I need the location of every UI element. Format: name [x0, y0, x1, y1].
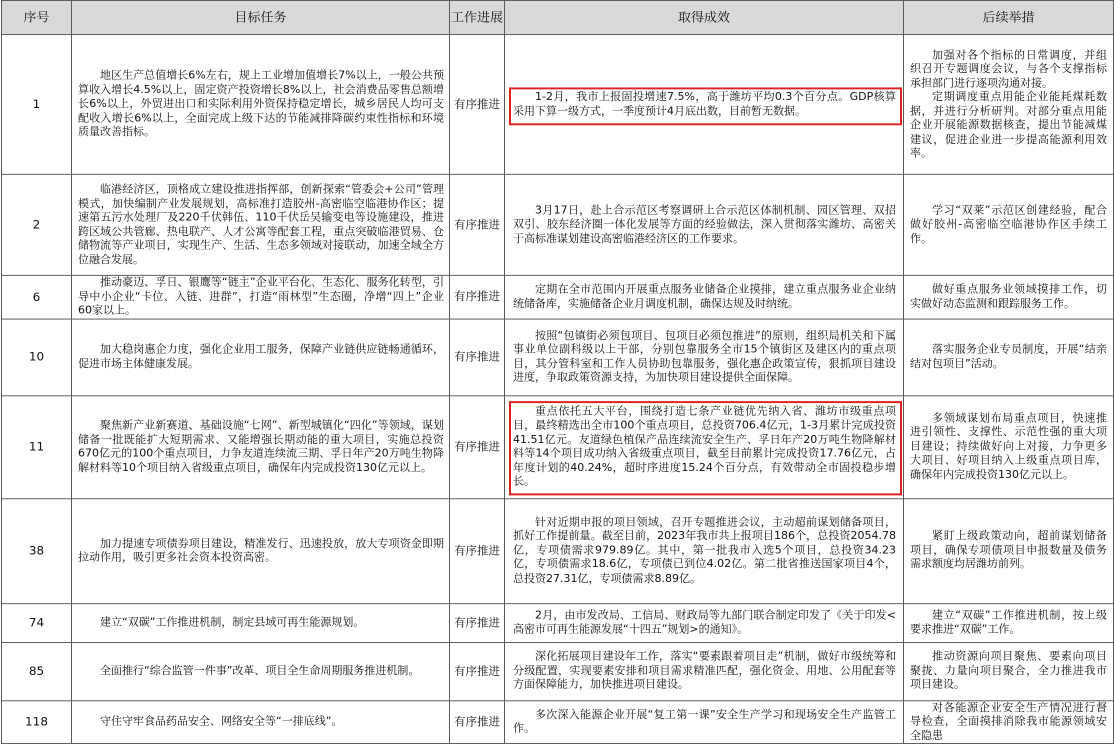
row-task-paragraph: 加力提速专项债券项目建设，精准发行、迅速投放，放大专项资金即期拉动作用，吸引更多社会资本投资高密。	[78, 536, 444, 564]
progress-table	[1, 0, 1114, 744]
row-status: 有序推进	[450, 700, 505, 743]
row-id: 85	[2, 642, 72, 700]
row-status: 有序推进	[450, 174, 505, 275]
row-id: 6	[2, 275, 72, 318]
row-task	[72, 275, 450, 318]
row-result-paragraph: 重点依托五大平台，围绕打造七条产业链优先纳入省、潍坊市级重点项目，最终精选出全市100个重点项目，总投资706.4亿元，1-3月累计完成投资41.51亿元。友道绿色植保产品连续流安全生产、孚日年产20万吨生物降解材料等14个项目成功纳入省级重点项目，截至目前累计完成投资17.76亿元，占年度计划的40.24%，超时序进度15.24个百分点，有效带动全市固投稳步增长。	[513, 404, 896, 488]
row-task-paragraph: 推动豪迈、孚日、银鹰等“链主”企业平台化、生态化、服务化转型，引导中小企业“卡位、入链、进群”，打造“雨林型”生态圈，净增“四上”企业60家以上。	[78, 275, 444, 317]
row-id: 118	[2, 700, 72, 743]
row-follow-paragraph: 多领域谋划布局重点项目，快速推进引领性、支撑性、示范性强的重大项目建设；持续做好向上对接，力争更多大项目、好项目纳入上级重点项目库，确保年内完成投资130亿元以上。	[910, 411, 1107, 481]
table-row	[2, 642, 1114, 700]
row-status: 有序推进	[450, 395, 505, 498]
row-status: 有序推进	[450, 603, 505, 642]
row-result	[505, 700, 904, 743]
table-row	[2, 700, 1114, 743]
row-follow	[904, 275, 1114, 318]
row-task	[72, 498, 450, 603]
row-follow-paragraph: 对各能源企业安全生产情况进行督导检查，全面摸排消除我市能源领域安全隐患	[910, 700, 1107, 742]
row-result-paragraph: 1-2月，我市上报固投增速7.5%，高于潍坊平均0.3个百分点。GDP核算采用下算一级方式，一季度预计4月底出数，目前暂无数据。	[513, 90, 896, 118]
row-follow	[904, 319, 1114, 396]
table-row	[2, 34, 1114, 174]
header-result: 取得成效	[505, 0, 904, 34]
header-row	[2, 0, 1114, 34]
row-follow	[904, 603, 1114, 642]
row-result-paragraph: 多次深入能源企业开展“复工第一课”安全生产学习和现场安全生产监管工作。	[513, 707, 896, 735]
row-follow-paragraph: 加强对各个指标的日常调度，并组织召开专题调度会议，与各个支撑指标承担部门进行逐项沟通对接。	[910, 48, 1107, 89]
row-follow-paragraph: 建立“双碳”工作推进机制，按上级要求推进“双碳”工作。	[910, 608, 1107, 636]
row-id: 11	[2, 395, 72, 498]
row-status: 有序推进	[450, 275, 505, 318]
row-task	[72, 395, 450, 498]
row-result	[505, 603, 904, 642]
table-row	[2, 603, 1114, 642]
header-task: 目标任务	[72, 0, 450, 34]
row-result-paragraph: 按照“包镇街必须包项目、包项目必须包推进”的原则，组织局机关和下属事业单位副科级以上干部，分别包靠服务全市15个镇街区及建区内的重点项目，其分管科室和工作人员协助包靠服务，强化惠企政策宣传，狠抓项目建设进度，争取政策资源支持，为加快项目建设提供全面保障。	[513, 328, 896, 384]
row-result	[505, 319, 904, 396]
row-task-paragraph: 加大稳岗惠企力度，强化企业用工服务，保障产业链供应链畅通循环，促进市场主体健康发展。	[78, 342, 444, 370]
row-result-paragraph: 深化拓展项目建设年工作，落实“要素跟着项目走”机制，做好市级统筹和分级配置，实现要素安排和项目需求精准匹配，强化资金、用地、公用配套等方面保障能力，加快推进项目建设。	[513, 650, 896, 691]
row-task-paragraph: 地区生产总值增长6%左右，规上工业增加值增长7%以上，一般公共预算收入增长4.5%以上，固定资产投资增长8%以上，社会消费品零售总额增长6%以上，外贸进出口和实际利用外资保持稳定增长，城乡居民人均可支配收入增长6%以上，全面完成上级下达的节能减排降碳约束性指标和环境质量改善指标。	[78, 69, 444, 139]
row-task	[72, 34, 450, 174]
row-status: 有序推进	[450, 34, 505, 174]
row-task	[72, 700, 450, 743]
row-follow-paragraph: 紧盯上级政策动向，超前谋划储备项目，确保专项债项目申报数量及债务需求额度均居潍坊前列。	[910, 529, 1107, 571]
row-status: 有序推进	[450, 498, 505, 603]
row-follow-paragraph: 定期调度重点用能企业能耗煤耗数据，并进行分析研判。对部分重点用能企业开展能源数据核查，提出节能减煤建议，促进企业进一步提高能源利用效率。	[910, 90, 1107, 160]
row-result	[505, 275, 904, 318]
row-follow	[904, 642, 1114, 700]
table-body	[2, 34, 1114, 743]
table-row	[2, 275, 1114, 318]
row-result	[505, 34, 904, 174]
row-status: 有序推进	[450, 642, 505, 700]
table-row	[2, 174, 1114, 275]
row-result-paragraph: 2月，由市发改局、工信局、财政局等九部门联合制定印发了《关于印发<高密市可再生能源发展“十四五”规划>的通知》。	[513, 608, 896, 636]
row-task-paragraph: 聚焦新产业新赛道、基础设施“七网”、新型城镇化“四化”等领域，谋划储备一批既能扩大短期需求、又能增强长期动能的重大项目，实施总投资670亿元的100个重点项目，力争友道连续流三期、孚日年产20万吨生物降解材料等10个项目纳入省级重点项目，确保年内完成投资130亿元以上。	[78, 418, 444, 474]
row-follow-paragraph: 做好重点服务业领域摸排工作，切实做好动态监测和跟踪服务工作。	[910, 282, 1107, 310]
header-follow: 后续举措	[904, 0, 1114, 34]
row-result-paragraph: 针对近期申报的项目领域，召开专题推进会议，主动超前谋划储备项目，抓好工作提前量。截至目前，2023年我市共上报项目186个，总投资2054.78亿，专项债需求979.89亿。其中，第一批我市入选5个项目，总投资34.23亿，专项债需求18.6亿，专项债已到位4.02亿。第二批省推送国家项目4个，总投资27.31亿，专项债需求8.89亿。	[513, 515, 896, 585]
row-task	[72, 603, 450, 642]
row-follow	[904, 700, 1114, 743]
row-result	[505, 395, 904, 498]
table-row	[2, 319, 1114, 396]
row-status: 有序推进	[450, 319, 505, 396]
row-id: 38	[2, 498, 72, 603]
row-follow-paragraph: 推动资源向项目聚焦、要素向项目聚拢、力量向项目聚合，全力推进我市项目建设。	[910, 650, 1107, 691]
row-follow	[904, 174, 1114, 275]
row-task-paragraph: 建立“双碳”工作推进机制，制定县域可再生能源规划。	[100, 615, 365, 629]
row-id: 10	[2, 319, 72, 396]
row-result	[505, 498, 904, 603]
row-task-paragraph: 守住守牢食品药品安全、网络安全等“一排底线”。	[100, 714, 343, 728]
row-result-paragraph: 3月17日，赴上合示范区考察调研上合示范区体制机制、园区管理、双招双引、胶东经济圈一体化发展等方面的经验做法，深入贯彻落实潍坊、高密关于高标准谋划建设高密临港经济区的工作要求。	[513, 203, 896, 245]
row-follow-paragraph: 落实服务企业专员制度，开展“结亲结对包项目”活动。	[910, 342, 1107, 370]
table-row	[2, 498, 1114, 603]
row-follow	[904, 34, 1114, 174]
row-id: 2	[2, 174, 72, 275]
row-follow	[904, 395, 1114, 498]
row-id: 1	[2, 34, 72, 174]
row-task	[72, 642, 450, 700]
row-result-paragraph: 定期在全市范围内开展重点服务业储备企业摸排，建立重点服务业企业纳统储备库，实施储备企业月调度机制，确保达规及时纳统。	[513, 282, 896, 310]
header-id: 序号	[2, 0, 72, 34]
row-task	[72, 319, 450, 396]
row-follow-paragraph: 学习“双莱”示范区创建经验，配合做好胶州-高密临空临港协作区手续工作。	[910, 203, 1107, 245]
row-result	[505, 174, 904, 275]
row-task-paragraph: 临港经济区，顶格成立建设推进指挥部，创新探索“管委会+公司”管理模式，加快编制产业发展规划，高标准打造胶州-高密临空临港协作区；提速第五污水处理厂及220千伏韩伍、110千伏岳吴输变电等设施建设，推进跨区域公共管廊、热电联产、人才公寓等配套工程，重点突破临港贸易、仓储物流等产业项目，实现生产、生活、生态多领域对接联动，加速全域全方位融合发展。	[78, 182, 444, 266]
row-task	[72, 174, 450, 275]
header-status: 工作进展	[450, 0, 505, 34]
row-task-paragraph: 全面推行“综合监管一件事”改革、项目全生命周期服务推进机制。	[100, 664, 420, 677]
table-row	[2, 395, 1114, 498]
row-follow	[904, 498, 1114, 603]
row-result	[505, 642, 904, 700]
row-id: 74	[2, 603, 72, 642]
